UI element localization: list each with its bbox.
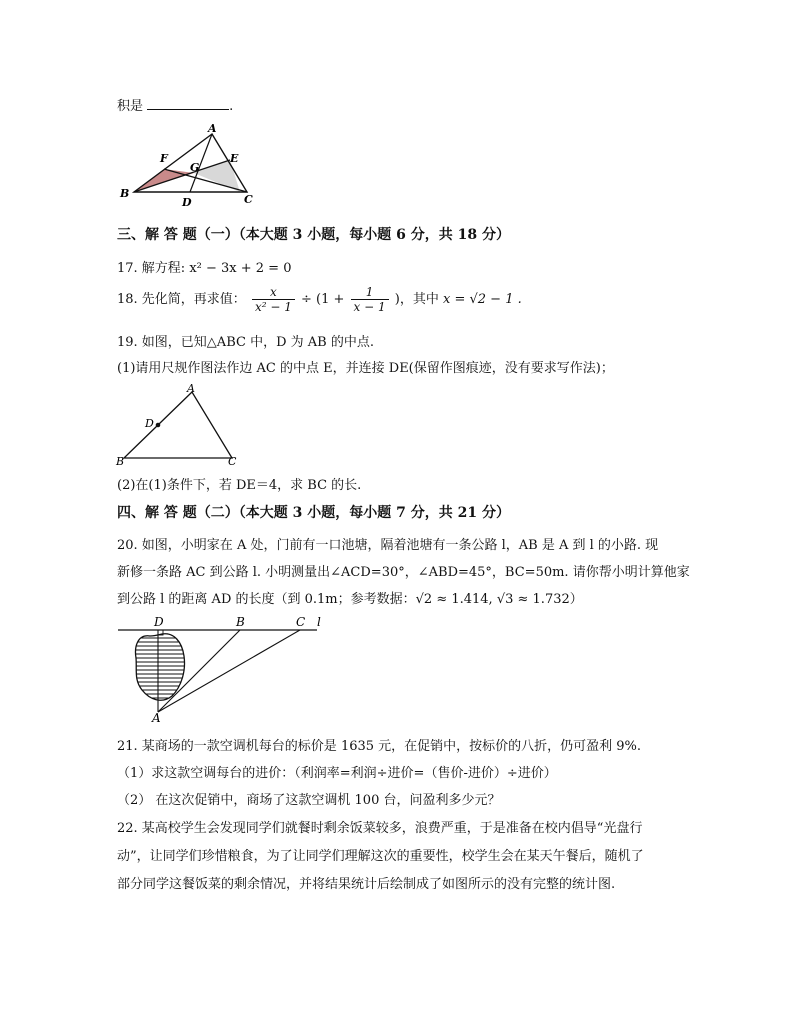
- q18-close: )，其中: [394, 292, 439, 307]
- fig2-label-a: A: [187, 382, 195, 395]
- q18-prefix: 18. 先化简，再求值：: [117, 292, 246, 307]
- q19-line2: (1)请用尺规作图法作边 AC 的中点 E，并连接 DE(保留作图痕迹，没有要求写作法)；: [117, 361, 614, 376]
- figure-triangle-shaded: [112, 122, 262, 208]
- figure-pond-road: [112, 612, 332, 724]
- section3-heading: 三、解 答 题（一）（本大题 3 小题，每小题 6 分，共 18 分）: [117, 227, 510, 243]
- fig1-label-e: E: [230, 152, 239, 165]
- triangle-abc-2: [124, 392, 232, 458]
- fig2-label-d: D: [145, 417, 154, 430]
- midpoint-d-dot: [156, 423, 161, 428]
- fig3-label-d: D: [154, 615, 164, 629]
- q18-line: [117, 285, 522, 314]
- figure-triangle-abc: [112, 380, 242, 470]
- top-prefix: 积是: [117, 99, 144, 114]
- q21-line2: （1）求这款空调每台的进价：（利润率=利润÷进价=（售价-进价）÷进价）: [117, 766, 557, 781]
- fig1-label-g: G: [190, 161, 200, 174]
- fig2-label-b: B: [116, 455, 125, 468]
- q18-frac1: [252, 285, 295, 314]
- fig3-label-a: A: [152, 711, 161, 724]
- q21-line3: （2） 在这次促销中，商场了这款空调机 100 台，问盈利多少元？: [117, 793, 501, 808]
- q22-line3: 部分同学这餐饭菜的剩余情况，并将结果统计后绘制成了如图所示的没有完整的统计图.: [117, 877, 616, 892]
- fig2-label-c: C: [228, 455, 237, 468]
- section4-heading: 四、解 答 题（二）（本大题 3 小题，每小题 7 分，共 21 分）: [117, 505, 510, 521]
- fig1-label-b: B: [120, 187, 130, 200]
- q18-frac1-den: x² − 1: [254, 300, 292, 314]
- fig3-label-b: B: [236, 615, 245, 629]
- fig1-label-d: D: [182, 196, 192, 208]
- fig1-label-f: F: [160, 152, 168, 165]
- q22-line1: 22. 某高校学生会发现同学们就餐时剩余饭菜较多，浪费严重，于是准备在校内倡导“光盘行: [117, 821, 643, 836]
- q22-line2: 动”，让同学们珍惜粮食，为了让同学们理解这次的重要性，校学生会在某天午餐后，随机了: [117, 849, 644, 864]
- q18-frac2-den: x − 1: [353, 300, 386, 314]
- q18-condition: x = √2 − 1 .: [443, 292, 522, 307]
- q20-line3: 到公路 l 的距离 AD 的长度（到 0.1m；参考数据：√2 ≈ 1.414, √3 ≈ 1.732）: [117, 592, 583, 607]
- q18-op: ÷ (1 +: [301, 292, 345, 307]
- fig1-label-c: C: [244, 193, 253, 206]
- answer-blank: [147, 98, 229, 110]
- q20-line2: 新修一条路 AC 到公路 l. 小明测量出∠ACD=30°，∠ABD=45°，BC=50m. 请你帮小明计算他家: [117, 565, 690, 580]
- q21-line1: 21. 某商场的一款空调机每台的标价是 1635 元，在促销中，按标价的八折，仍可盈利 9%.: [117, 739, 642, 754]
- fig3-label-c: C: [296, 615, 306, 629]
- fig3-label-l: l: [317, 615, 321, 629]
- q18-frac1-num: x: [252, 285, 295, 300]
- q18-frac2: [351, 285, 389, 314]
- q19-line1: 19. 如图，已知△ABC 中，D 为 AB 的中点.: [117, 335, 374, 350]
- q18-frac2-num: 1: [351, 285, 389, 300]
- fig1-label-a: A: [208, 122, 217, 135]
- q19-line3: (2)在(1)条件下，若 DE＝4，求 BC 的长.: [117, 478, 362, 493]
- top-suffix: .: [229, 99, 234, 114]
- top-line: [117, 95, 233, 114]
- q20-line1: 20. 如图，小明家在 A 处，门前有一口池塘，隔着池塘有一条公路 l，AB 是 A 到 l 的小路. 现: [117, 538, 659, 553]
- q17-text: 17. 解方程: x² − 3x + 2 = 0: [117, 261, 292, 276]
